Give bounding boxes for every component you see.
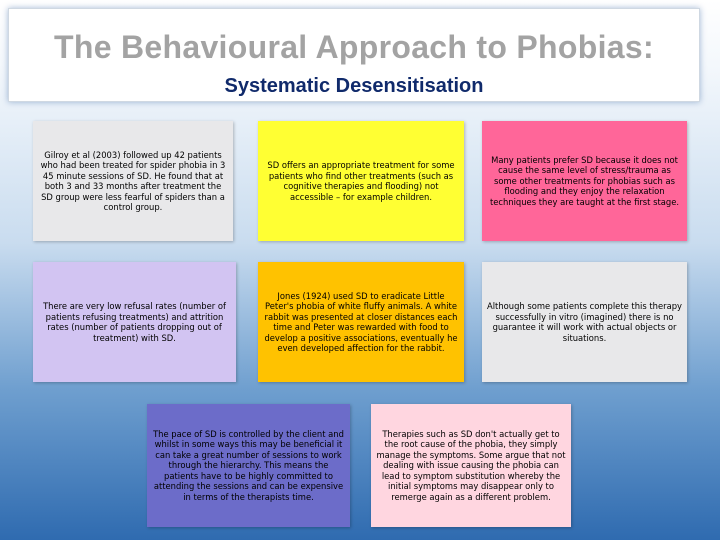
card-refusal-rates: [33, 262, 236, 382]
slide-subtitle: Systematic Desensitisation: [224, 75, 484, 97]
card-text: Gilroy et al (2003) followed up 42 patients who had been treated for spider phobia in 3 45 minute sessions of SD. He found that at both 3 and 33 months after treatment the SD group were less fearful of spiders than a control group.: [40, 149, 226, 212]
card-text: Jones (1924) used SD to eradicate Little Peter's phobia of white fluffy animals. A white rabbit was presented at closer distances each time and Peter was rewarded with food to develop a positive associations, eventually he even developed affection for the rabbit.: [264, 290, 458, 353]
title-banner: [8, 8, 700, 102]
card-in-vitro: [482, 262, 687, 382]
card-gilroy-study: [33, 121, 233, 241]
card-accessibility: [258, 121, 464, 241]
card-text: The pace of SD is controlled by the client and whilst in some ways this may be beneficial it can take a great number of sessions to work through the hierarchy. This means the patients have to be highly committed to attending the sessions and can be expensive in terms of the therapists time.: [153, 428, 344, 502]
card-pace-of-sd: [147, 404, 350, 527]
card-text: SD offers an appropriate treatment for some patients who find other treatments (such as cognitive therapies and flooding) not accessible – for example children.: [267, 160, 455, 202]
card-text: There are very low refusal rates (number of patients refusing treatments) and attrition rates (number of patients dropping out of treatment) with SD.: [43, 301, 226, 343]
slide-title: The Behavioural Approach to Phobias:: [54, 29, 654, 65]
card-root-cause: [371, 404, 571, 527]
card-jones-study: [258, 262, 464, 382]
card-patient-preference: [482, 121, 687, 241]
card-text: Therapies such as SD don't actually get to the root cause of the phobia, they simply manage the symptoms. Some argue that not dealing with issue causing the phobia can lead to symptom substitution whereby the initial symptoms may disappear only to remerge again as a different problem.: [376, 428, 566, 502]
card-text: Many patients prefer SD because it does not cause the same level of stress/trauma as some other treatments for phobias such as flooding and they enjoy the relaxation techniques they are taught at the first stage.: [489, 154, 680, 207]
card-text: Although some patients complete this therapy successfully in vitro (imagined) there is no guarantee it will work with actual objects or situations.: [487, 301, 682, 343]
